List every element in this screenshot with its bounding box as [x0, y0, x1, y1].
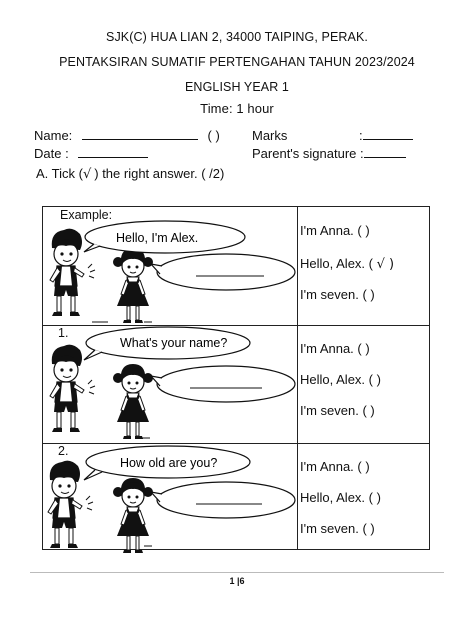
school-name: SJK(C) HUA LIAN 2, 34000 TAIPING, PERAK.: [106, 30, 368, 44]
class-paren: ( ): [207, 128, 220, 143]
marks-label: Marks: [252, 128, 288, 143]
marks-colon: :: [359, 128, 363, 143]
time-allowed: Time: 1 hour: [200, 101, 274, 116]
row-2-option-2[interactable]: Hello, Alex. ( ): [300, 490, 381, 505]
question-2-label: 2.: [58, 444, 69, 458]
row-1-girl-speech-bubble: [157, 366, 295, 402]
date-label: Date :: [34, 146, 69, 161]
row-2-boy-speech: How old are you?: [120, 456, 218, 470]
row-2-boy-bubble-tail: [84, 470, 102, 480]
row-1-girl-illustration: [113, 364, 153, 439]
name-label: Name:: [34, 128, 73, 143]
row-2-boy-illustration: [48, 461, 93, 548]
row-2-option-1[interactable]: I'm Anna. ( ): [300, 459, 370, 474]
row-0-option-2[interactable]: [300, 256, 394, 272]
assessment-title: PENTAKSIRAN SUMATIF PERTENGAHAN TAHUN 2023/2024: [59, 55, 415, 69]
question-1-label: 1.: [58, 326, 69, 340]
row-0-option-1[interactable]: I'm Anna. ( ): [300, 223, 370, 238]
parent-signature-label: Parent's signature :: [252, 146, 364, 161]
page-number: 1 |6: [229, 576, 245, 586]
row-2-girl-speech-bubble: [157, 482, 295, 518]
row-2-girl-illustration: [113, 478, 153, 553]
row-0-option-2-tick: √ ): [376, 257, 395, 272]
footer-divider: [30, 572, 444, 573]
row-0-girl-speech-bubble: [157, 254, 295, 290]
row-1-option-3[interactable]: I'm seven. ( ): [300, 403, 375, 418]
row-0-boy-speech: Hello, I'm Alex.: [116, 231, 199, 245]
instruction-end: ) the right answer. ( /2): [94, 166, 225, 181]
tick-symbol: √: [82, 167, 92, 182]
row-0-option-2-text: Hello, Alex. (: [300, 256, 373, 271]
subject-title: ENGLISH YEAR 1: [185, 80, 289, 94]
row-2-option-3[interactable]: I'm seven. ( ): [300, 521, 375, 536]
row-0-girl-illustration: [113, 248, 153, 323]
row-1-option-1[interactable]: I'm Anna. ( ): [300, 341, 370, 356]
example-label: Example:: [60, 208, 113, 222]
row-1-option-2[interactable]: Hello, Alex. ( ): [300, 372, 381, 387]
row-0-option-3[interactable]: I'm seven. ( ): [300, 287, 375, 302]
row-1-boy-speech: What's your name?: [120, 336, 228, 350]
instruction-start: A. Tick (: [36, 166, 83, 181]
row-1-boy-bubble-tail: [84, 350, 102, 360]
